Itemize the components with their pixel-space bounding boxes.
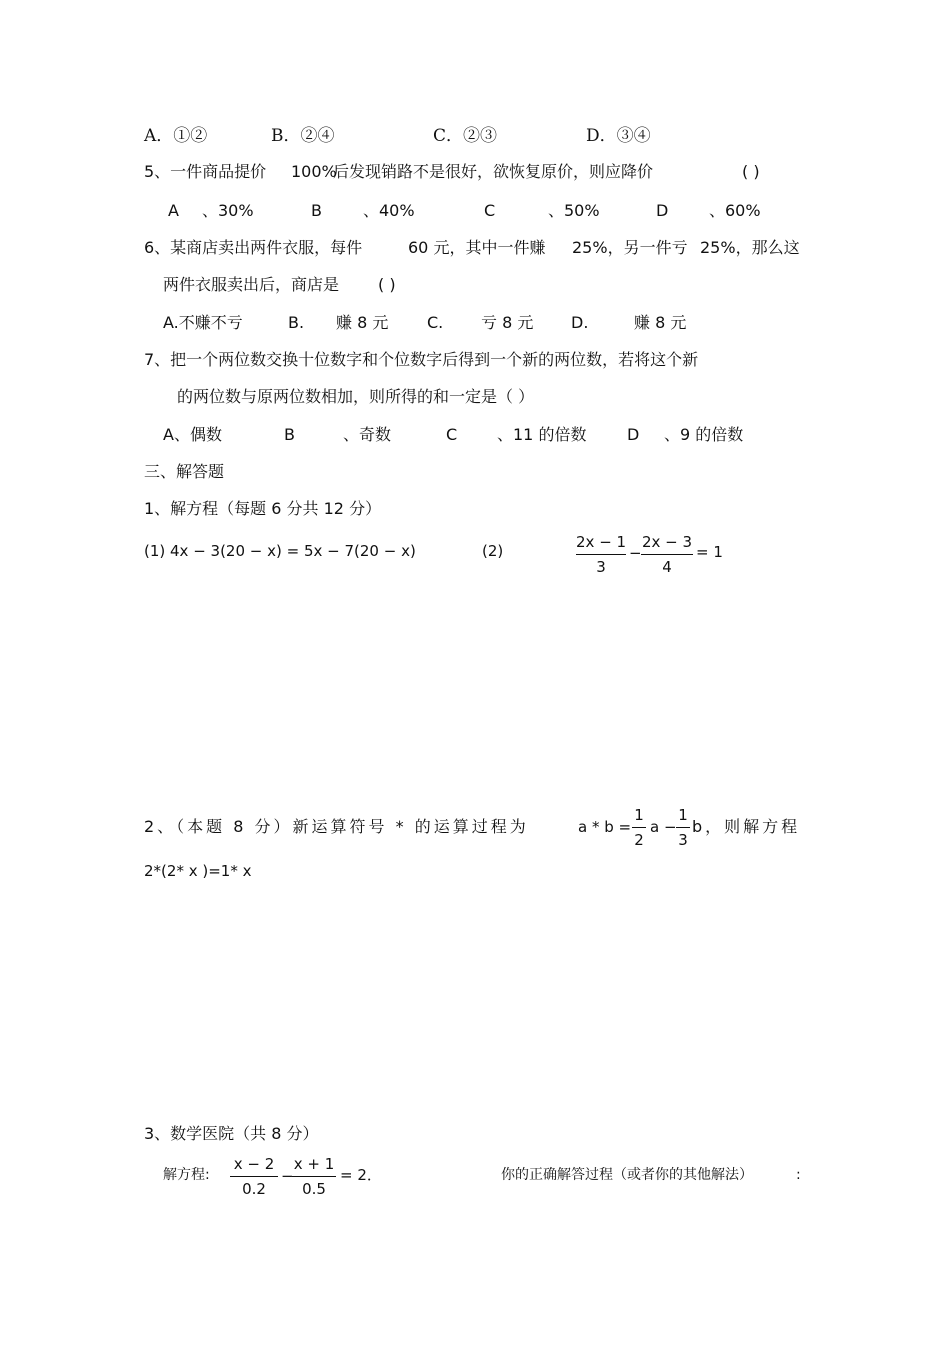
fraction-numerator: 2x − 3 xyxy=(641,533,693,551)
q5-answer-paren: ( ) xyxy=(742,162,760,181)
problem3-fraction-2 xyxy=(292,1157,336,1197)
q6-line1-part2: 60 元，其中一件赚 xyxy=(408,238,546,257)
problem1-eq2-fraction-2 xyxy=(641,535,693,575)
q6-option-c-value: 亏 8 元 xyxy=(481,313,534,332)
fraction-bar xyxy=(230,1176,278,1177)
q4-option-c: C．②③ xyxy=(433,126,498,146)
q5-option-b-value: 、40% xyxy=(363,201,415,220)
problem1-eq2-fraction-1 xyxy=(576,535,626,575)
q6-option-a: A.不赚不亏 xyxy=(163,313,243,332)
fraction-denominator: 3 xyxy=(678,831,688,849)
fraction-denominator: 4 xyxy=(662,558,672,576)
q6-line1-part4: 25%，那么这 xyxy=(700,238,800,257)
q5-option-d-value: 、60% xyxy=(709,201,761,220)
q6-answer-paren: ( ) xyxy=(378,275,396,294)
fraction-numerator: x − 2 xyxy=(233,1155,275,1173)
q6-option-b-value: 赚 8 元 xyxy=(336,313,389,332)
q6-option-b-label: B. xyxy=(288,313,305,332)
q5-percent: 100% xyxy=(291,162,337,181)
q6-line1-part3: 25%，另一件亏 xyxy=(572,238,688,257)
problem2-title: 2、（本题 8 分）新运算符号 * 的运算过程为 xyxy=(144,817,529,836)
q5-option-a-label: A xyxy=(168,201,179,220)
fraction-numerator: 2x − 1 xyxy=(576,533,627,551)
problem3-fraction-1 xyxy=(230,1157,278,1197)
q6-option-c-label: C. xyxy=(427,313,444,332)
problem2-def-mid: a − xyxy=(650,818,677,836)
problem2-def-tail: b，则解方程 xyxy=(692,817,801,836)
problem3-rhs: = 2． xyxy=(340,1166,382,1184)
q7-option-a: A、偶数 xyxy=(163,425,222,444)
problem3-label: 解方程: xyxy=(163,1167,210,1183)
fraction-bar xyxy=(576,554,626,555)
fraction-numerator: 1 xyxy=(634,806,644,824)
q7-line2: 的两位数与原两位数相加，则所得的和一定是（ ） xyxy=(177,387,535,406)
q5-option-d-label: D xyxy=(656,201,669,220)
fraction-bar xyxy=(292,1176,336,1177)
q6-line1-part1: 6、某商店卖出两件衣服，每件 xyxy=(144,238,363,257)
fraction-denominator: 0.2 xyxy=(242,1180,266,1198)
fraction-denominator: 3 xyxy=(596,558,606,576)
q5-option-a-value: 、30% xyxy=(202,201,254,220)
q7-line1: 7、把一个两位数交换十位数字和个位数字后得到一个新的两位数，若将这个新 xyxy=(144,350,699,369)
q5-stem-rest: 后发现销路不是很好，欲恢复原价，则应降价 xyxy=(333,162,654,181)
q4-option-b: B．②④ xyxy=(271,126,335,146)
fraction-bar xyxy=(632,827,646,828)
problem1-title: 1、解方程（每题 6 分共 12 分） xyxy=(144,499,382,518)
q6-line2: 两件衣服卖出后，商店是 xyxy=(163,275,340,294)
problem1-eq2-rhs: = 1 xyxy=(696,543,723,561)
fraction-denominator: 0.5 xyxy=(302,1180,326,1198)
q5-stem: 5、一件商品提价 xyxy=(144,162,267,181)
q4-option-a: A．①② xyxy=(144,126,208,146)
q4-option-d: D．③④ xyxy=(586,126,651,146)
problem1-eq2-minus: − xyxy=(629,544,642,562)
problem3-minus: − xyxy=(281,1167,294,1185)
q7-option-d-label: D xyxy=(627,425,640,444)
q7-option-b-label: B xyxy=(284,425,295,444)
problem2-equation: 2*(2* x )=1* x xyxy=(144,862,252,880)
q5-option-c-value: 、50% xyxy=(548,201,600,220)
fraction-bar xyxy=(641,554,693,555)
q7-option-c-label: C xyxy=(446,425,458,444)
problem2-fraction-half xyxy=(632,808,646,848)
fraction-numerator: 1 xyxy=(678,806,688,824)
section-title-answers: 三、解答题 xyxy=(144,462,225,481)
q7-option-c-value: 、11 的倍数 xyxy=(497,425,587,444)
q7-option-d-value: 、9 的倍数 xyxy=(664,425,744,444)
problem3-solution-prompt: 你的正确解答过程（或者你的其他解法） xyxy=(501,1167,753,1183)
q6-option-d-value: 赚 8 元 xyxy=(634,313,687,332)
problem3-solution-colon: : xyxy=(796,1167,801,1183)
problem2-fraction-third xyxy=(676,808,690,848)
fraction-bar xyxy=(676,827,690,828)
problem1-equation-1: (1) 4x − 3(20 − x) = 5x − 7(20 − x) xyxy=(144,542,416,560)
problem1-equation-2-label: (2) xyxy=(482,542,504,560)
problem2-def-lhs: a * b = xyxy=(578,818,632,836)
fraction-denominator: 2 xyxy=(634,831,644,849)
q5-option-c-label: C xyxy=(484,201,496,220)
problem3-title: 3、数学医院（共 8 分） xyxy=(144,1124,319,1143)
q7-option-b-value: 、奇数 xyxy=(343,425,392,444)
fraction-numerator: x + 1 xyxy=(293,1155,335,1173)
q6-option-d-label: D. xyxy=(571,313,589,332)
q5-option-b-label: B xyxy=(311,201,322,220)
